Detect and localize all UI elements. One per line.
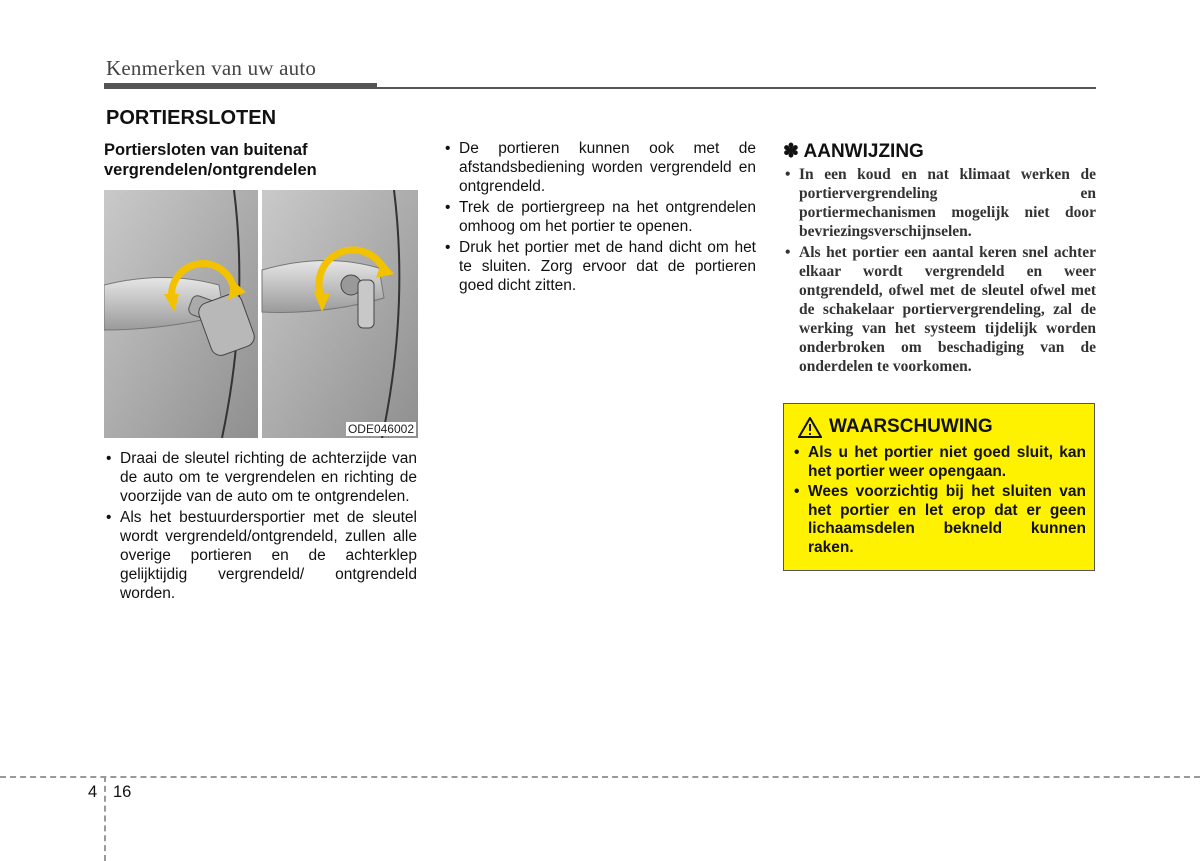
list-item: • Wees voorzichtig bij het sluiten van het portier en let erop dat er geen lichaamsdelen bekneld kunnen raken. — [792, 483, 1086, 557]
chapter-number: 4 — [88, 783, 98, 801]
key-turn-illustration — [104, 190, 418, 438]
column1-bullet-list — [104, 449, 417, 605]
figure-code: ODE046002 — [347, 422, 414, 436]
list-item: • Draai de sleutel richting de achterzijde van de auto om te vergrendelen en richting de voorzijde van de auto om te ontgrendelen. — [104, 449, 417, 506]
list-item: • Als het portier een aantal keren snel achter elkaar wordt vergrendeld en weer ontgrendeld, ofwel met de sleutel ofwel met de schakelaar portiervergrendeling, zal de werking van het systeem tijdelijk worden onderbroken om beschadiging van de onderdelen te voorkomen. — [783, 243, 1096, 376]
door-lock-illustration — [104, 190, 418, 438]
subsection-heading: Portiersloten van buitenaf vergrendelen/ontgrendelen — [104, 141, 317, 179]
asterisk-icon: ✽ — [783, 141, 799, 162]
note-title: AANWIJZING — [803, 141, 924, 162]
header-rule-thick — [104, 83, 377, 89]
warning-bullet-list — [792, 444, 1086, 559]
list-item: • In een koud en nat klimaat werken de portiervergrendeling en portiermechanismen mogelijk niet door bevriezingsverschijnselen. — [783, 165, 1096, 241]
header-rule-thin — [377, 87, 1096, 89]
column2-bullet-list — [443, 139, 756, 297]
warning-triangle-icon — [798, 417, 822, 438]
warning-box — [783, 403, 1095, 571]
section-title: PORTIERSLOTEN — [106, 107, 277, 129]
list-item: • De portieren kunnen ook met de afstandsbediening worden vergrendeld en ontgrendeld. — [443, 139, 756, 196]
list-item: • Als het bestuurdersportier met de sleutel wordt vergrendeld/ontgrendeld, zullen alle overige portieren en de achterklep gelijktijdig vergrendeld/ ontgrendeld worden. — [104, 508, 417, 603]
footer-vertical-divider — [104, 776, 106, 861]
page-number: 16 — [113, 783, 132, 801]
footer-divider — [0, 776, 1200, 778]
warning-title: WAARSCHUWING — [829, 416, 993, 437]
note-heading — [783, 140, 924, 163]
list-item: • Trek de portiergreep na het ontgrendelen omhoog om het portier te openen. — [443, 198, 756, 236]
list-item: • Druk het portier met de hand dicht om het te sluiten. Zorg ervoor dat de portieren goed dicht zitten. — [443, 238, 756, 295]
warning-heading — [798, 416, 993, 438]
page-header-title: Kenmerken van uw auto — [106, 56, 317, 80]
note-bullet-list — [783, 165, 1096, 378]
list-item: • Als u het portier niet goed sluit, kan het portier weer opengaan. — [792, 444, 1086, 481]
